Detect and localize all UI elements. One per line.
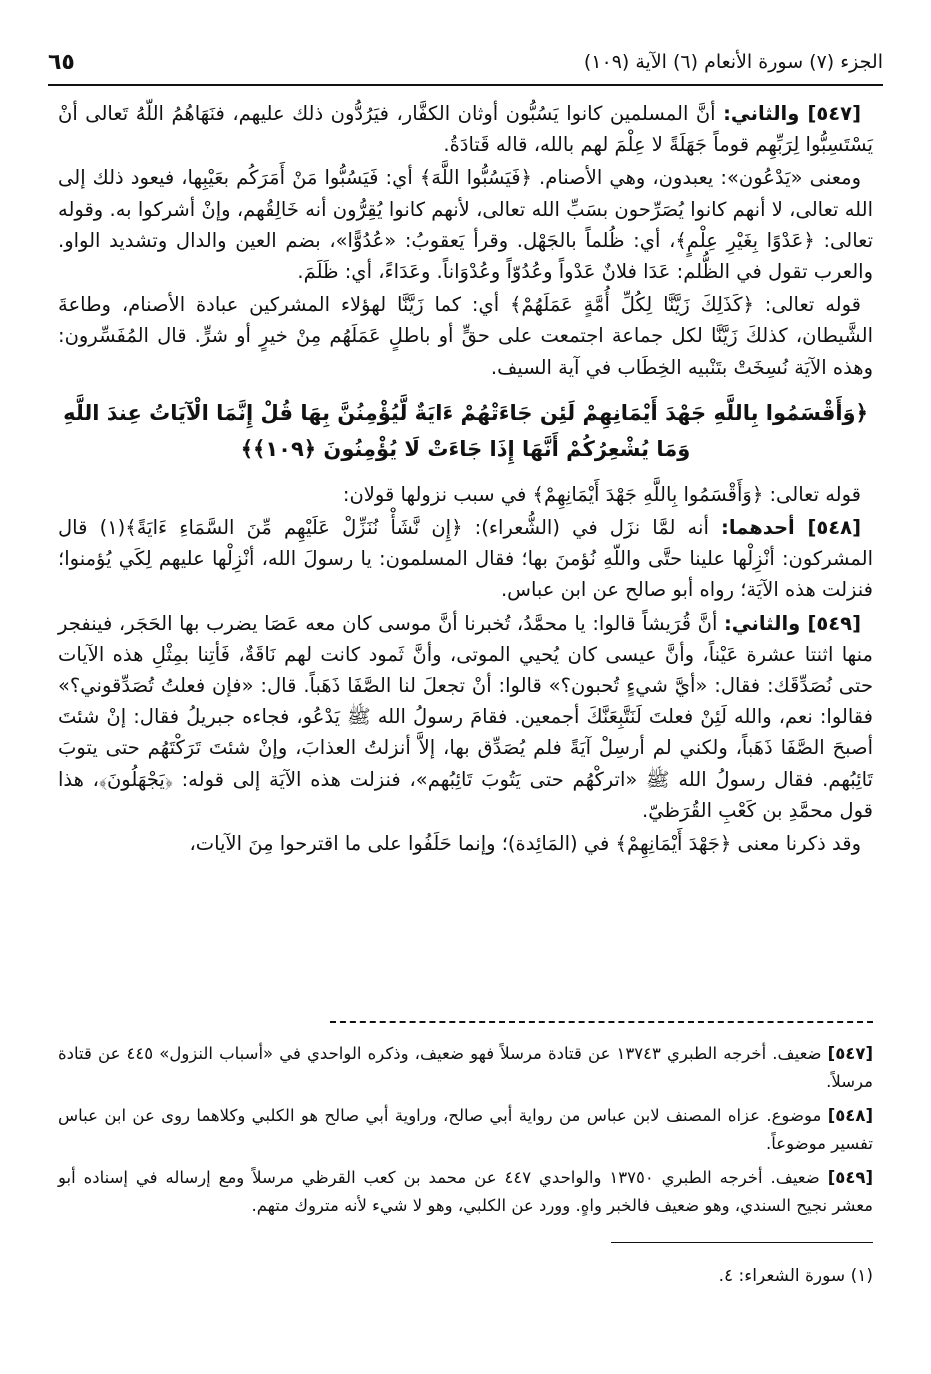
paragraph-kadhalika: قوله تعالى: ﴿كَذَلِكَ زَيَّنَّا لِكُلِّ أُمَّةٍ عَمَلَهُمْ﴾ أي: كما زَيَّنَّا لهؤلاء المشركين عبادة الأصنام، وطاعةَ الشَّيطان، كذلكَ زَيَّنَّا لكل جماعة اجتمعت على حقٍّ أو باطلٍ عَمَلَهُم مِنْ خيرٍ أو شرٍّ. قال المُفَسِّرون: وهذه الآيَة نُسِخَتْ بتَنْبيه الخِطَاب في آية السيف. [58,293,873,379]
paragraph-meaning: ومعنى «يَدْعُون»: يعبدون، وهي الأصنام. ﴿فَيَسُبُّوا اللَّهَ﴾ أي: فَيَسُبُّوا مَنْ أَمَرَكُم بعَيْبِها، فيعود ذلك إلى الله تعالى، لا أنهم كانوا يُصَرِّحون بسَبِّ الله تعالى، لأنهم كانوا يُقِرُّون أنه خَالِقُهم، وإنْ أشركوا به. وقوله تعالى: ﴿عَدْوًا بِغَيْرِ عِلْمٍ﴾، أي: ظُلماً بالجَهْل. وقرأ يَعقوبُ: «عُدُوًّا»، بضم العين والدال وتشديد الواو. والعرب تقول في الظُّلم: عَدَا فلانٌ عَدْواً وعُدُوّاً وعُدْوَاناً. وعَدَاءً، أي: ظَلَمَ. [58,166,873,284]
paragraph-548 [58,512,873,606]
note-text: ضعيف. أخرجه الطبري ١٣٧٤٣ عن قتادة مرسلاً فهو ضعيف، وذكره الواحدي في «أسباب النزول» ٤٤٥ عن قتادة مرسلاً. [58,1044,873,1091]
quran-verse-109: ﴿وَأَقْسَمُوا بِاللَّهِ جَهْدَ أَيْمَانِهِمْ لَئِن جَاءَتْهُمْ ءَايَةٌ لَّيُؤْمِنُنَّ بِهَا قُلْ إِنَّمَا الْآيَاتُ عِندَ اللَّهِ وَمَا يُشْعِرُكُمْ أَنَّهَا إِذَا جَاءَتْ لَا يُؤْمِنُونَ ﴿١٠٩﴾﴾ [63,400,868,461]
hadith-ref-549: [٥٤٩] والثاني: [724,611,862,635]
paragraph-547-text: أنَّ المسلمين كانوا يَسُبُّون أوثان الكفَّار، فيَرُدُّون ذلك عليهم، فنَهَاهُمُ اللّهُ تَعالى أنْ يَسْتَسِبُّوا لِرَبِّهِم قوماً جَهَلَةً لا عِلْمَ لهم بالله، قاله قَتادَةُ. [58,102,873,157]
paragraph-549 [58,608,873,826]
running-head: الجزء (٧) سورة الأنعام (٦) الآية (١٠٩) [583,51,883,73]
note-text: موضوع. عزاه المصنف لابن عباس من رواية أبي صالح، وراوية أبي صالح هو الكلبي وكلاهما روى عن ابن عباس تفسير موضوعاً. [58,1106,873,1153]
note-548 [58,1102,873,1158]
header-rule [48,84,883,86]
note-ref: [٥٤٨] [827,1106,873,1125]
paragraph-closing: وقد ذكرنا معنى ﴿جَهْدَ أَيْمَانِهِمْ﴾ في (المَائِدة)؛ وإنما حَلَفُوا على ما اقترحوا مِنَ الآيات، [189,832,861,856]
notes-divider [330,1021,873,1023]
note-text: ضعيف. أخرجه الطبري ١٣٧٥٠ والواحدي ٤٤٧ عن محمد بن كعب القرظي مرسلاً ومع إرساله في إسناده أبو معشر نجيح السندي، وهو ضعيف فالخبر واهٍ. وورد عن الكلبي، وهو لا شيء لأنه متروك متهم. [58,1168,873,1215]
page-header [48,44,883,80]
hadith-ref-547: [٥٤٧] والثاني: [723,102,862,125]
page-number: ٦٥ [48,49,75,75]
paragraph-548-text: أنه لمَّا نزَل في (الشُّعراء): ﴿إِن نَّشَأْ نُنَزِّلْ عَلَيْهِم مِّنَ السَّمَاءِ ءَايَةً﴾(١) قال المشركون: أنْزِلْها علينا حتَّى واللّهِ نُؤمنَ بها؛ فقال المسلمون: يا رسولَ الله، أنْزِلْها عليهم لِكَي يُؤمنوا؛ فنزلت هذه الآيَة؛ رواه أبو صالح عن ابن عباس. [58,516,873,602]
note-ref: [٥٤٩] [827,1168,874,1187]
hadith-ref-548: [٥٤٨] أحدهما: [721,516,862,540]
paragraph-549-text: أنَّ قُرَيشاً قالوا: يا محمَّدُ، تُخبرنا أنَّ موسى كان معه عَصَا يضرب بها الحَجَر، فينفجر منها اثنتا عشرة عَيْناً، وأنَّ عيسى كان يُحيي الموتى، وأنَّ ثَمود كانت لهم نَاقَةٌ، فَأتِنا بمِثْلِ هذه الآيات حتى نُصَدِّقَك: فقال: «أيَّ شيءٍ تُحبون؟» قالوا: أنْ تجعلَ لنا الصَّفَا ذَهَباً. قال: «فإن فعلتُ تُصَدِّقوني؟» فقالوا: نعم، والله لَئِنْ فعلتَ لَنَتَّبِعَنَّكَ أجمعين. فقامَ رسولُ الله ﷺ يَدْعُو، فجاءه جبريلُ فقال: إنْ شئتَ أصبحَ الصَّفَا ذَهَباً، ولكني لم أرسِلْ آيَةً فلم يُصَدِّق بها، إلاَّ أنزلتُ العذابَ، وإنْ شئتَ تَرَكْتَهُم حتى يتوبَ تَائِبُهم. فقال رسولُ الله ﷺ «اتركْهُم حتى يَتُوبَ تَائِبُهم»، فنزلت هذه الآيَة إلى قوله: ﴿يَجْهَلُونَ﴾، هذا قول محمَّدِ بن كَعْبِ القُرَظيّ. [58,611,873,822]
note-ref: [٥٤٧] [827,1044,873,1063]
footnote-1: (١) سورة الشعراء: ٤. [718,1266,873,1286]
paragraph-547 [58,98,873,160]
note-547 [58,1040,873,1096]
footnote-rule [611,1242,873,1243]
note-549 [58,1164,873,1220]
paragraph-intro-109: قوله تعالى: ﴿وَأَقْسَمُوا بِاللَّهِ جَهْدَ أَيْمَانِهِمْ﴾ في سبب نزولها قولان: [342,482,861,506]
main-text [58,98,873,861]
takhrij-notes [58,1040,873,1226]
